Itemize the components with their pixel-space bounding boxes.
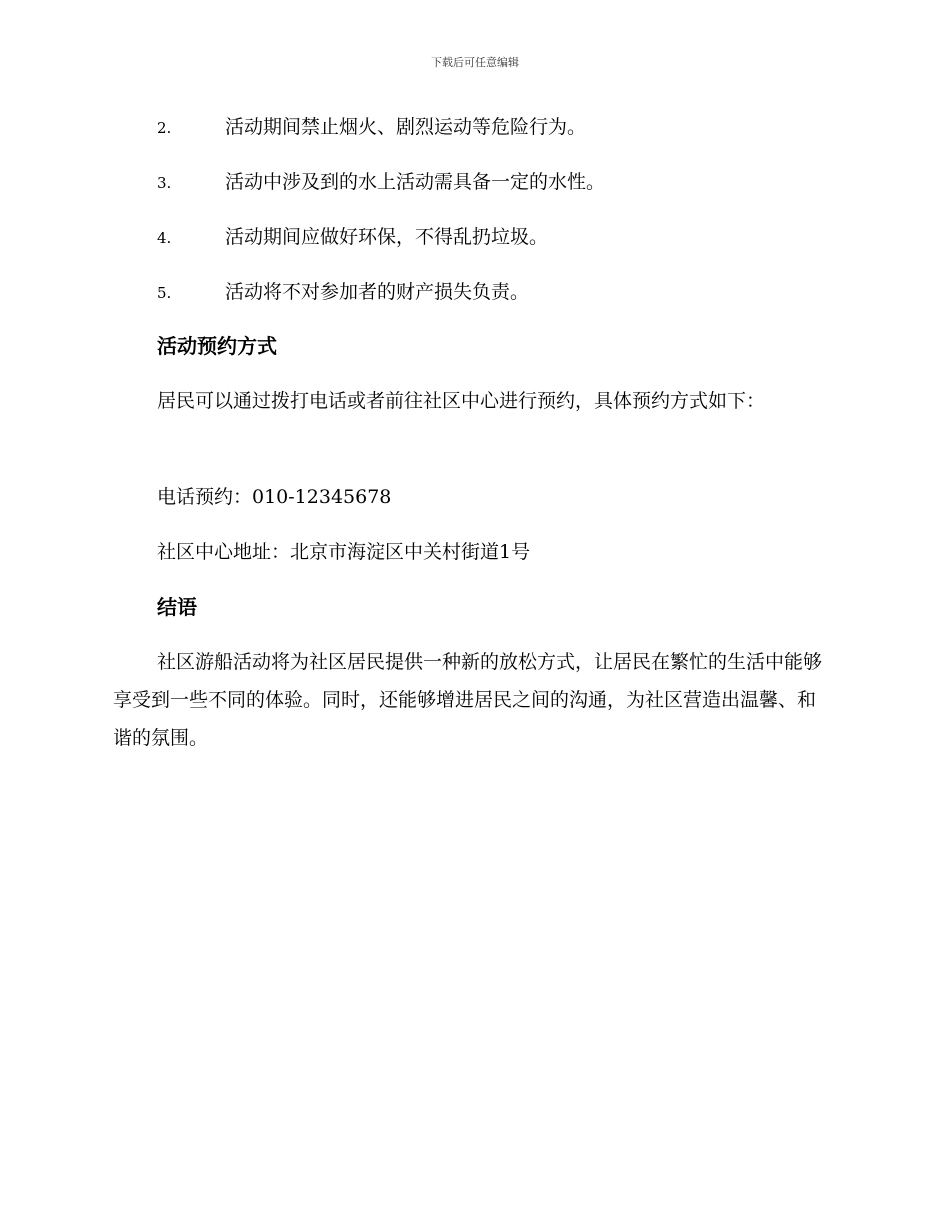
conclusion-text: 社区游船活动将为社区居民提供一种新的放松方式，让居民在繁忙的生活中能够享受到一些不同的体验。同时，还能够增进居民之间的沟通，为社区营造出温馨、和谐的氛围。 (113, 651, 823, 749)
page-header: 下载后可任意编辑 (431, 56, 519, 69)
rule-item (157, 222, 548, 252)
booking-address: 社区中心地址：北京市海淀区中关村街道1号 (157, 541, 531, 563)
booking-intro: 居民可以通过拨打电话或者前往社区中心进行预约，具体预约方式如下： (157, 390, 766, 412)
rule-text: 活动期间应做好环保，不得乱扔垃圾。 (225, 226, 549, 248)
booking-heading: 活动预约方式 (157, 334, 277, 358)
conclusion-heading: 结语 (157, 595, 197, 619)
rule-number: 2. (157, 119, 172, 137)
rule-number: 3. (157, 174, 172, 192)
rule-item (157, 277, 529, 307)
rule-item (157, 167, 605, 197)
booking-phone: 电话预约：010-12345678 (157, 486, 392, 508)
rule-text: 活动中涉及到的水上活动需具备一定的水性。 (225, 171, 606, 193)
rule-text: 活动将不对参加者的财产损失负责。 (225, 281, 530, 303)
rule-text: 活动期间禁止烟火、剧烈运动等危险行为。 (225, 116, 587, 138)
rule-item (157, 112, 586, 142)
rule-number: 4. (157, 229, 172, 247)
rule-number: 5. (157, 284, 172, 302)
